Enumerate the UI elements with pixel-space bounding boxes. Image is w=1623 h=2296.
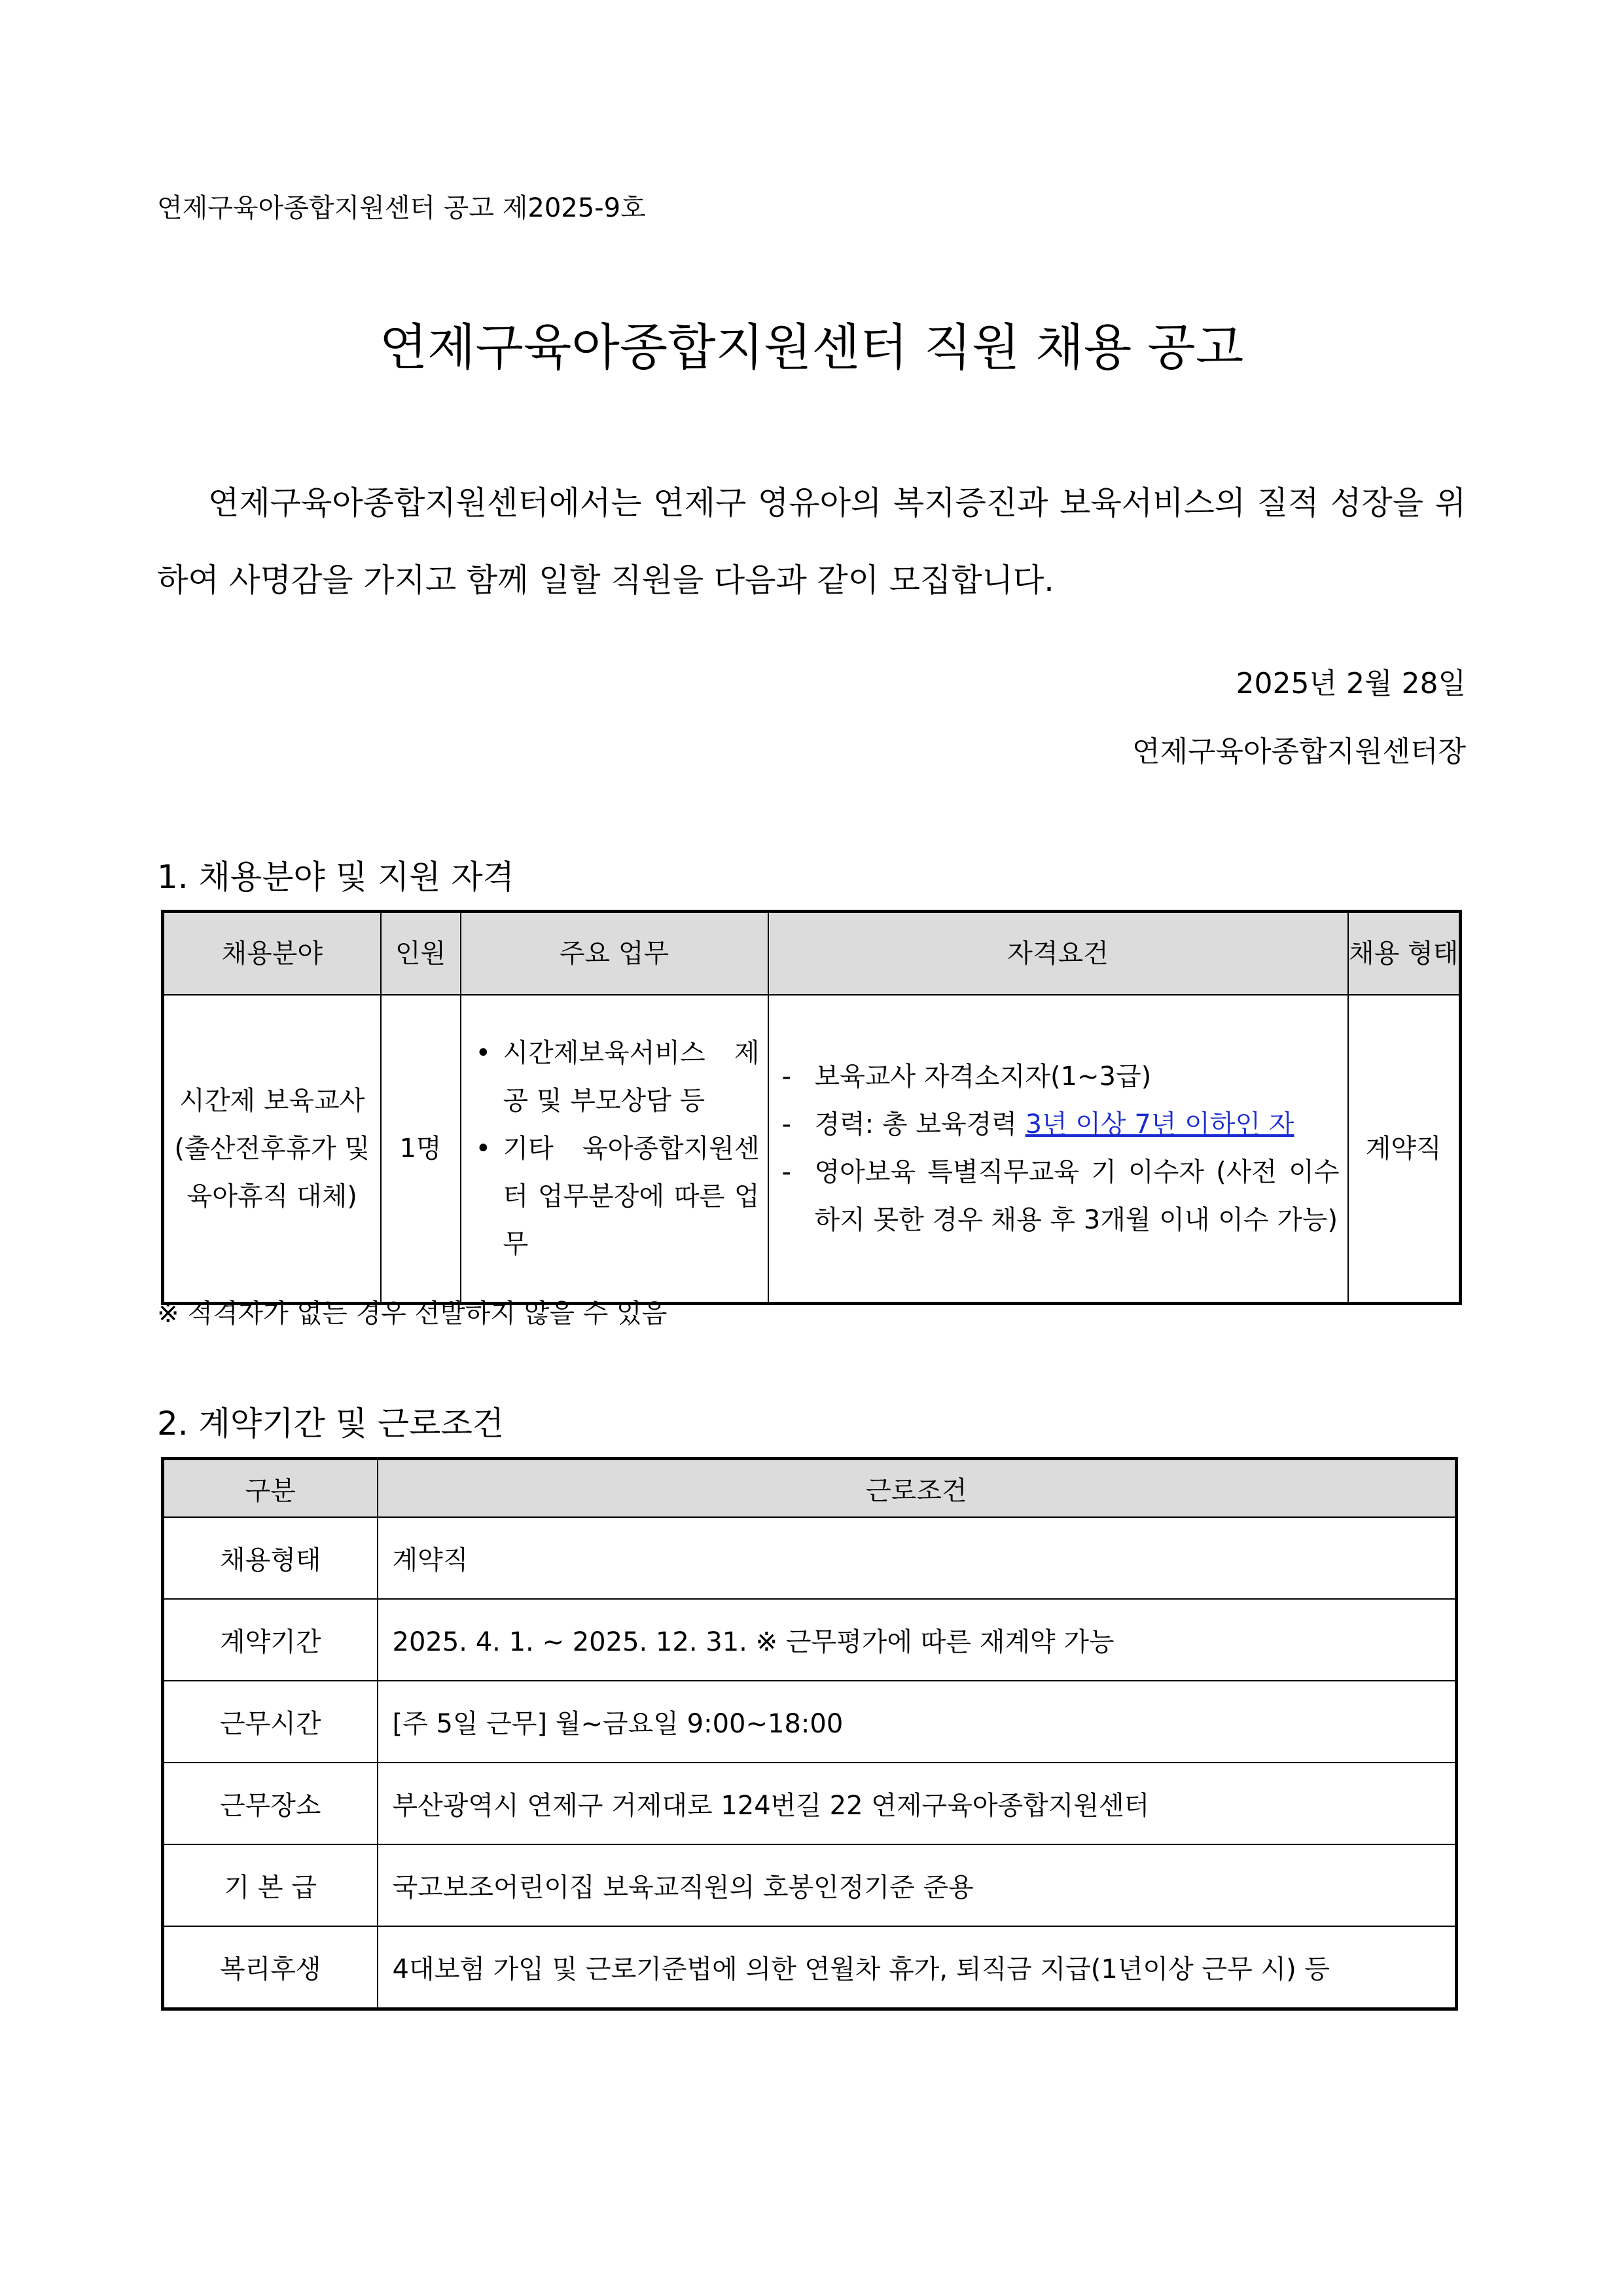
section-1-heading: 1. 채용분야 및 지원 자격 <box>157 858 514 896</box>
employment-type-cell: 계약직 <box>1348 995 1461 1304</box>
table-row <box>163 1844 1457 1926</box>
table-row <box>163 1681 1457 1763</box>
announcement-date: 2025년 2월 28일 <box>1236 667 1466 700</box>
column-header-duties: 주요 업무 <box>461 912 768 996</box>
row-value: [주 5일 근무] 월~금요일 9:00~18:00 <box>378 1681 1457 1763</box>
duties-cell <box>461 995 768 1304</box>
requirement-item: - 영아보육 특별직무교육 기 이수자 (사전 이수하지 못한 경우 채용 후 3개월 이내 이수 가능) <box>777 1149 1340 1244</box>
row-label: 근무시간 <box>163 1681 378 1763</box>
table-header-row <box>163 912 1461 996</box>
column-header-requirements: 자격요건 <box>768 912 1348 996</box>
row-value: 2025. 4. 1. ~ 2025. 12. 31. ※ 근무평가에 따른 재계약 가능 <box>378 1599 1457 1681</box>
section-2-heading: 2. 계약기간 및 근로조건 <box>157 1405 505 1443</box>
row-label: 계약기간 <box>163 1599 378 1681</box>
row-value: 국고보조어린이집 보육교직원의 호봉인정기준 준용 <box>378 1844 1457 1926</box>
row-label: 근무장소 <box>163 1763 378 1844</box>
requirement-item: - 보육교사 자격소지자(1~3급) <box>777 1053 1340 1101</box>
table-row <box>163 1926 1457 2009</box>
count-cell: 1명 <box>381 995 461 1304</box>
field-cell: 시간제 보육교사 (출산전후휴가 및 육아휴직 대체) <box>163 995 381 1304</box>
row-value: 4대보험 가입 및 근로기준법에 의한 연월차 휴가, 퇴직금 지급(1년이상 근무 시) 등 <box>378 1926 1457 2009</box>
experience-highlight: 3년 이상 7년 이하인 자 <box>1025 1109 1294 1139</box>
column-header-category: 구분 <box>163 1459 378 1518</box>
table-row <box>163 1763 1457 1844</box>
notice-number: 연제구육아종합지원센터 공고 제2025-9호 <box>157 193 646 223</box>
row-label: 기 본 급 <box>163 1844 378 1926</box>
table-row <box>163 995 1461 1304</box>
column-header-conditions: 근로조건 <box>378 1459 1457 1518</box>
row-value: 계약직 <box>378 1517 1457 1599</box>
footnote: ※ 적격자가 없는 경우 선발하지 않을 수 있음 <box>157 1299 668 1329</box>
column-header-employment-type: 채용 형태 <box>1348 912 1461 996</box>
intro-paragraph: 연제구육아종합지원센터에서는 연제구 영유아의 복지증진과 보육서비스의 질적 성장을 위하여 사명감을 가지고 함께 일할 직원을 다음과 같이 모집합니다. <box>157 484 1466 599</box>
row-label: 복리후생 <box>163 1926 378 2009</box>
recruitment-table <box>161 910 1462 1305</box>
requirement-item <box>777 1101 1340 1149</box>
table-row <box>163 1517 1457 1599</box>
requirements-cell <box>768 995 1348 1304</box>
column-header-field: 채용분야 <box>163 912 381 996</box>
column-header-count: 인원 <box>381 912 461 996</box>
row-value: 부산광역시 연제구 거제대로 124번길 22 연제구육아종합지원센터 <box>378 1763 1457 1844</box>
duty-item: • 기타 육아종합지원센터 업무분장에 따른 업무 <box>469 1125 760 1268</box>
page-title: 연제구육아종합지원센터 직원 채용 공고 <box>379 318 1244 376</box>
conditions-table <box>161 1457 1458 2011</box>
table-row <box>163 1599 1457 1681</box>
requirement-text: 경력: 총 보육경력 <box>814 1109 1026 1139</box>
signer: 연제구육아종합지원센터장 <box>1132 735 1466 768</box>
table-header-row <box>163 1459 1457 1518</box>
row-label: 채용형태 <box>163 1517 378 1599</box>
duty-item: • 시간제보육서비스 제공 및 부모상담 등 <box>469 1030 760 1125</box>
